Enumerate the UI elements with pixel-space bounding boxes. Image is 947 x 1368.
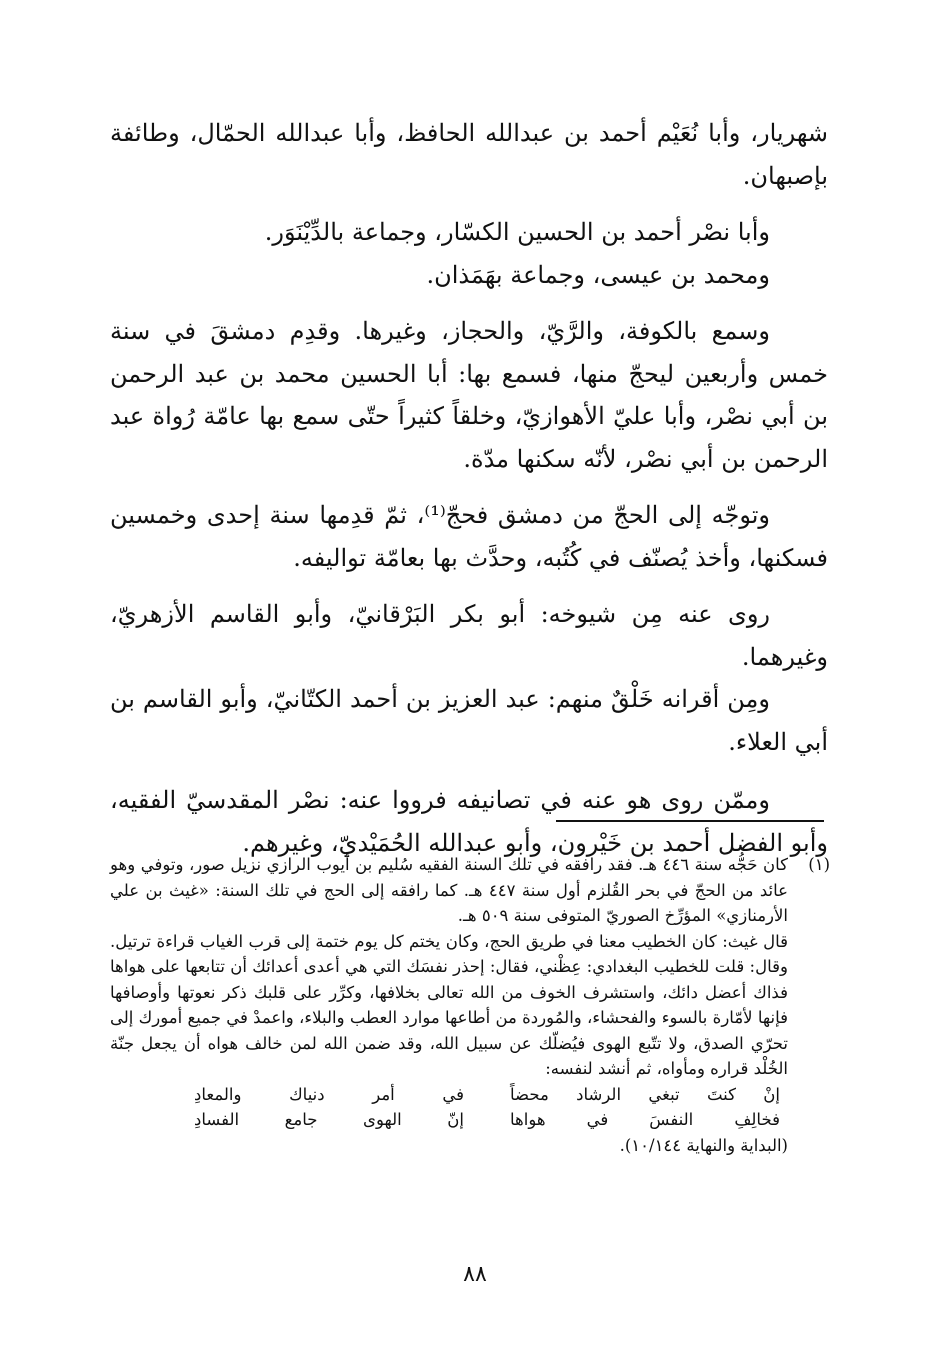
poem-hemistich: فخالِفِ النفسَ في هواها — [510, 1110, 780, 1129]
paragraph: شهريار، وأبا نُعَيْم أحمد بن عبدالله الحافظ، وأبا عبدالله الحمّال، وطائفة بإصبهان. — [110, 119, 828, 190]
footnote-entry — [110, 852, 830, 1158]
paragraph: وتوجّه إلى الحجّ من دمشق فحجّ⁽¹⁾، ثمّ قدِمها سنة إحدى وخمسين فسكنها، وأخذ يُصنّف في كُتُبه، وحدَّث بها بعامّة تواليفه. — [110, 501, 828, 572]
poem-verse — [110, 1107, 788, 1133]
paragraph: روى عنه مِن شيوخه: أبو بكر البَرْقانيّ، وأبو القاسم الأزهريّ، وغيرهما. — [110, 600, 828, 671]
paragraph: وسمع بالكوفة، والرَّيّ، والحجاز، وغيرها. وقدِم دمشقَ في سنة خمس وأربعين ليحجّ منها، فسمع بها: أبا الحسين محمد بن عبد الرحمن بن أبي نصْر، وأبا عليّ الأهوازيّ، وخلقاً كثيراً حتّى سمع بها عامّة رُواة عبد الرحمن بن أبي نصْر، لأنّه سكنها مدّة. — [110, 317, 828, 473]
poem-hemistich: إنّ الهوى جامع الفسادِ — [194, 1110, 464, 1129]
footnote-paragraph: قال غيث: كان الخطيب معنا في طريق الحج، وكان يختم كل يوم ختمة إلى قرب الغياب قراءة ترتيل. وقال: قلت للخطيب البغدادي: عِظْني، فقال: إحذر نفسَك التي هي أعدى أعدائك أن تتابعها على هواها فذاك أعضل دائك، واستشرف الخوف من الله تعالى بخلافها، وكرِّر على قلبك ذكر نعوتها وأوصافها فإنها لأمّارة بالسوء والفحشاء، والمُوردة من أطاعها موارد العطب والبلاء، واعمدْ في جميع أمورك إلى تحرّي الصدق، ولا تتّبع الهوى فيُضلّك عن سبيل الله، وقد ضمن الله لمن خالف هواه أن يجعل جنّة الخُلْد قراره ومأواه، ثم أنشد لنفسه: — [110, 931, 788, 1078]
page-number: ٨٨ — [463, 1262, 487, 1287]
footnote-marker: (١) — [808, 855, 830, 874]
poem-verse — [110, 1082, 788, 1108]
paragraph: ومِن أقرانه خَلْقٌ منهم: عبد العزيز بن أحمد الكتّانيّ، وأبو القاسم بن أبي العلاء. — [110, 685, 828, 756]
paragraph: وممّن روى هو عنه في تصانيفه فرووا عنه: نصْر المقدسيّ الفقيه، وأبو الفضل أحمد بن خَيْرون، وأبو عبدالله الحُمَيْديّ، وغيرهم. — [110, 786, 828, 857]
footnote-source: (البداية والنهاية ١٠/١٤٤). — [619, 1135, 788, 1155]
poem — [110, 1082, 788, 1133]
paragraph: وأبا نصْر أحمد بن الحسين الكسّار، وجماعة بالدِّيْنَوَر. — [264, 218, 770, 246]
paragraph: ومحمد بن عيسى، وجماعة بهَمَذان. — [426, 260, 770, 289]
footnotes — [110, 852, 830, 1158]
footnote-paragraph: كان حَجُّه سنة ٤٤٦ هـ. فقد رافقه في تلك السنة الفقيه سُليم بن أيوب الرازي نزيل صور، وتوفي وهو عائد من الحجّ في بحر القُلزم أول سنة ٤٤٧ هـ. كما رافقه إلى الحج في تلك السنة: «غيث بن علي الأرمنازي» المؤرِّخ الصوريّ المتوفى سنة ٥٠٩ هـ. — [110, 855, 788, 925]
footnote-separator — [556, 820, 824, 822]
main-text — [110, 112, 828, 864]
poem-hemistich: إنْ كنتَ تبغي الرشاد محضاً — [510, 1084, 780, 1104]
poem-hemistich: في أمر دنياك والمعادِ — [194, 1084, 464, 1104]
